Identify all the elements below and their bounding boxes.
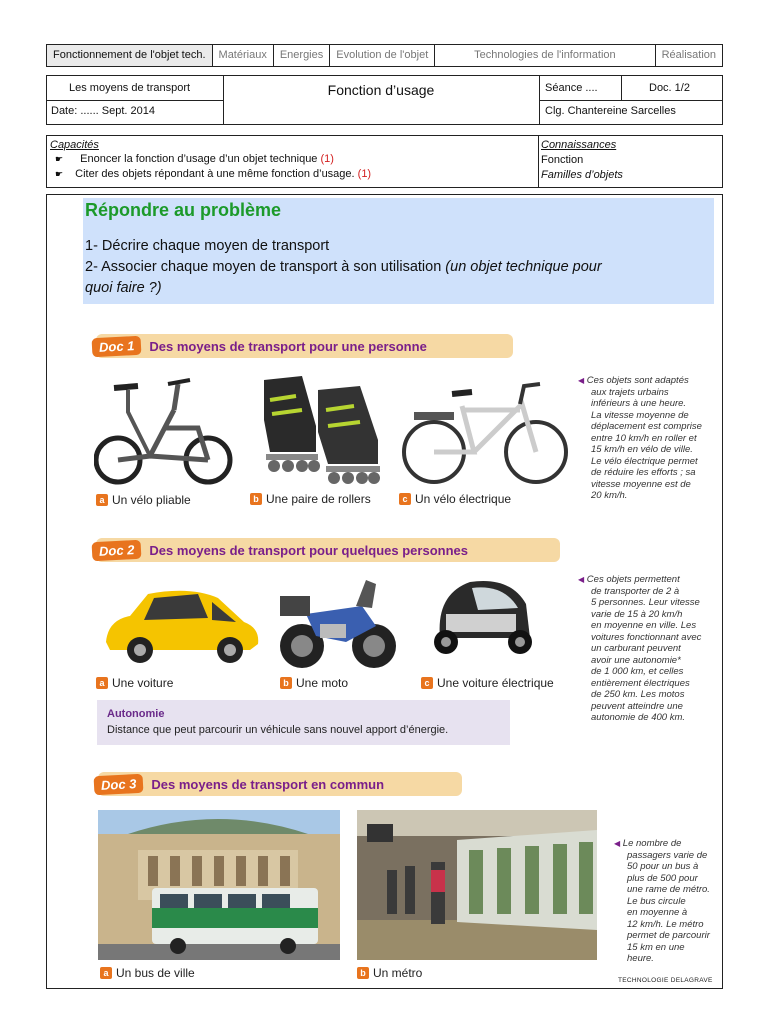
divider — [538, 136, 539, 187]
side-line: passagers varie de — [627, 849, 708, 861]
side-line: inférieurs à une heure. — [591, 398, 687, 409]
letter-badge: b — [280, 677, 292, 689]
side-line: de réduire les efforts ; sa — [591, 467, 696, 478]
city-bus-image — [98, 810, 340, 960]
capacite-text: Citer des objets répondant à une même fonction d’usage. — [75, 168, 358, 180]
motorbike-image — [276, 576, 398, 672]
problem-title: Répondre au problème — [85, 200, 282, 220]
side-line: La vitesse moyenne de — [591, 409, 689, 421]
capacites-title: Capacités — [50, 139, 99, 151]
connaissance-item: Fonction — [541, 154, 584, 166]
car-image — [100, 584, 262, 668]
problem-line-3: quoi faire ?) — [85, 280, 162, 296]
tab-realisation[interactable]: Réalisation — [661, 49, 716, 61]
letter-badge: b — [250, 493, 262, 505]
triangle-left-icon: ◀ — [578, 376, 585, 385]
letter-badge: b — [357, 967, 369, 979]
letter-badge: c — [399, 493, 411, 505]
side-line: autonomie de 400 km. — [591, 712, 686, 723]
side-line: en moyenne en ville. Les — [591, 620, 697, 631]
side-line: avoir une autonomie* — [591, 654, 681, 666]
letter-badge: c — [421, 677, 433, 689]
problem-line-2: 2- Associer chaque moyen de transport à son utilisation (un objet technique pour — [85, 259, 602, 275]
capacite-item — [55, 153, 334, 165]
capacite-text: Enoncer la fonction d’usage d’un objet technique — [80, 153, 321, 165]
side-line: voitures fonctionnant avec — [591, 631, 702, 643]
tab-technologies[interactable]: Technologies de l'information — [435, 45, 655, 66]
doc3-banner — [98, 772, 462, 796]
doc3-badge: Doc 3 — [94, 773, 144, 795]
side-line: 20 km/h. — [591, 490, 628, 501]
side-line: vitesse moyenne est de — [591, 478, 691, 490]
doc1-label-b: b Une paire de rollers — [250, 492, 371, 506]
autonomie-definition: Distance que peut parcourir un véhicule sans nouvel apport d’énergie. — [107, 724, 449, 736]
triangle-left-icon: ◀ — [578, 575, 585, 584]
letter-badge: a — [96, 677, 108, 689]
side-line: ◀ Le nombre de — [614, 838, 682, 849]
side-line: en moyenne à — [627, 907, 688, 918]
rollers-image — [256, 370, 386, 490]
autonomie-box — [97, 700, 510, 745]
side-line: peuvent atteindre une — [591, 700, 683, 712]
side-line: Le bus circule — [627, 895, 686, 907]
doc1-label-a: a Un vélo pliable — [96, 493, 191, 507]
doc1-label-c: c Un vélo électrique — [399, 492, 511, 506]
capacite-item — [55, 168, 371, 180]
connaissance-item: Familles d’objets — [541, 169, 623, 181]
side-line: permet de parcourir — [627, 930, 710, 941]
doc1-title: Des moyens de transport pour une personne — [149, 338, 427, 354]
date-label: Date: ...... Sept. 2014 — [51, 105, 155, 117]
tab-evolution[interactable]: Evolution de l'objet — [330, 45, 435, 66]
side-line: 5 personnes. Leur vitesse — [591, 597, 700, 608]
doc1-badge: Doc 1 — [92, 335, 142, 357]
side-line: varie de 15 à 20 km/h — [591, 608, 683, 620]
doc2-label-a: a Une voiture — [96, 676, 173, 690]
letter-badge: a — [100, 967, 112, 979]
metro-image — [357, 810, 597, 960]
side-line: ◀ Ces objets permettent — [578, 574, 680, 585]
side-line: Le vélo électrique permet — [591, 455, 698, 467]
doc3-label-a: a Un bus de ville — [100, 966, 195, 980]
autonomie-title: Autonomie — [107, 708, 165, 720]
doc1-sidenote — [578, 375, 718, 502]
header-block — [46, 75, 723, 125]
level-mark: (1) — [357, 168, 372, 180]
doc2-title: Des moyens de transport pour quelques personnes — [149, 542, 468, 558]
side-line: entre 10 km/h en roller et — [591, 432, 697, 444]
problem-line-1: 1- Décrire chaque moyen de transport — [85, 238, 330, 254]
connaissances-title: Connaissances — [541, 139, 617, 151]
nav-tabs — [46, 44, 723, 67]
side-line: entièrement électriques — [591, 677, 690, 689]
side-line: 15 km/h en vélo de ville. — [591, 444, 693, 455]
tab-materiaux[interactable]: Matériaux — [213, 45, 274, 66]
side-line: heure. — [627, 953, 654, 964]
doc1-banner — [96, 334, 513, 358]
doc3-sidenote — [614, 838, 720, 965]
side-line: de 250 km. Les motos — [591, 689, 685, 700]
electric-bike-image — [400, 380, 572, 488]
folding-bike-image — [94, 372, 234, 496]
side-line: un carburant peuvent — [591, 643, 681, 654]
doc2-banner — [96, 538, 560, 562]
side-line: 12 km/h. Le métro — [627, 918, 704, 930]
side-line: de 1 000 km, et celles — [591, 666, 684, 677]
side-line: 15 km en une — [627, 941, 685, 953]
tab-energies[interactable]: Energies — [274, 45, 330, 66]
doc3-title: Des moyens de transport en commun — [151, 776, 385, 792]
hand-pointer-icon: ☛ — [55, 169, 64, 179]
side-line: une rame de métro. — [627, 884, 710, 895]
letter-badge: a — [96, 494, 108, 506]
level-mark: (1) — [320, 153, 334, 165]
capacities-block — [46, 135, 723, 188]
side-line: ◀ Ces objets sont adaptés — [578, 375, 689, 386]
side-line: aux trajets urbains — [591, 386, 669, 398]
side-line: déplacement est comprise — [591, 421, 702, 432]
subject-label: Les moyens de transport — [69, 82, 191, 94]
triangle-left-icon: ◀ — [614, 839, 621, 848]
page-title: Fonction d’usage — [327, 82, 435, 98]
publisher-credit: TECHNOLOGIE DELAGRAVE — [618, 977, 713, 984]
doc2-sidenote — [578, 574, 720, 724]
divider — [621, 76, 622, 100]
side-line: 50 pour un bus à — [627, 861, 699, 872]
doc-number: Doc. 1/2 — [649, 82, 690, 94]
school-label: Clg. Chantereine Sarcelles — [545, 105, 676, 117]
side-line: de transporter de 2 à — [591, 585, 680, 597]
doc2-label-b: b Une moto — [280, 676, 348, 690]
problem-box — [83, 198, 714, 304]
side-line: plus de 500 pour — [627, 872, 698, 884]
doc2-label-c: c Une voiture électrique — [421, 676, 554, 690]
doc3-label-b: b Un métro — [357, 966, 422, 980]
hand-pointer-icon: ☛ — [55, 154, 64, 164]
electric-car-image — [426, 574, 538, 660]
seance-label: Séance .... — [545, 82, 598, 94]
tab-fonctionnement[interactable]: Fonctionnement de l'objet tech. — [47, 45, 213, 66]
doc2-badge: Doc 2 — [92, 539, 142, 561]
